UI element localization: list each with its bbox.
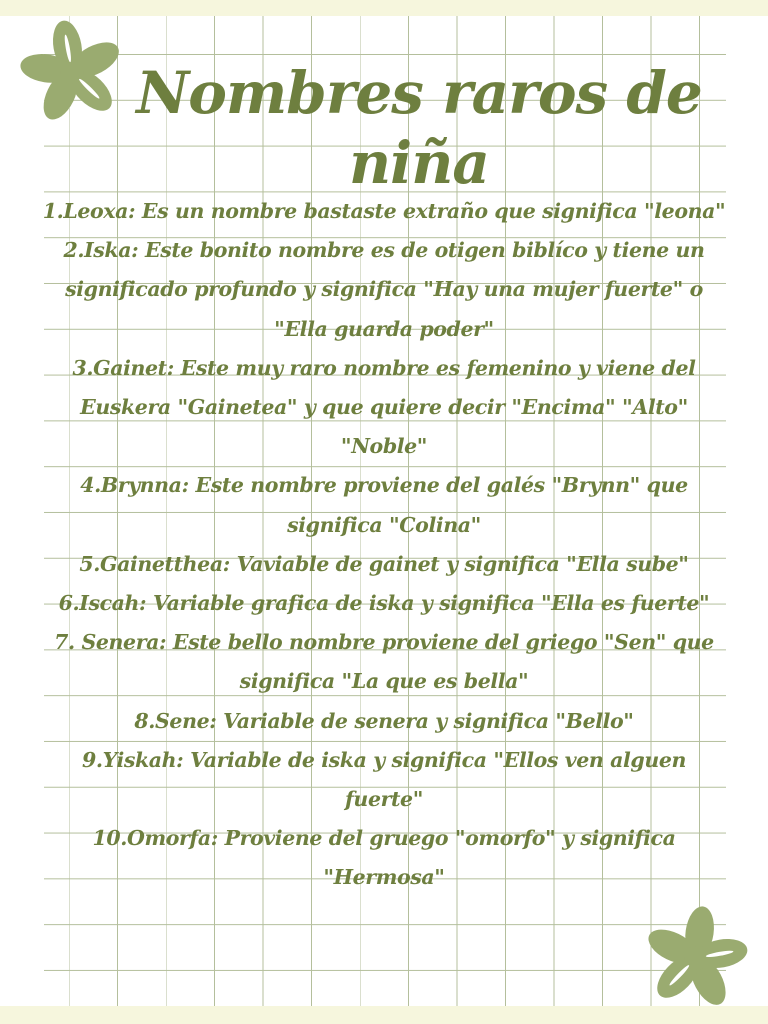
page-title: Nombres raros de niña [136, 59, 702, 197]
flower-icon [640, 900, 752, 1016]
list-item: 4.Brynna: Este nombre proviene del galés "Brynn" que significa "Colina" [80, 473, 688, 537]
list-item: 7. Senera: Este bello nombre proviene del griego "Sen" que significa "La que es bella" [54, 630, 714, 694]
list-item: 2.Iska: Este bonito nombre es de otigen biblíco y tiene un significado profundo y significa "Hay una mujer fuerte" o "Ella guarda poder" [63, 238, 705, 341]
list-item: 5.Gainetthea: Vaviable de gainet y significa "Ella sube" [79, 551, 689, 576]
names-list [40, 192, 728, 898]
list-item: 6.Iscah: Variable grafica de iska y significa "Ella es fuerte" [58, 591, 710, 616]
list-item: 10.Omorfa: Proviene del gruego "omorfo" y significa "Hermosa" [92, 826, 676, 890]
list-item: 8.Sene: Variable de senera y significa "Bello" [134, 708, 634, 733]
list-item: 3.Gainet: Este muy raro nombre es femenino y viene del Euskera "Gainetea" y que quiere decir "Encima" "Alto" "Noble" [72, 355, 696, 459]
list-item: 1.Leoxa: Es un nombre bastaste extraño que significa "leona" [42, 199, 726, 223]
list-item: 9.Yiskah: Variable de iska y significa "Ellos ven alguen fuerte" [81, 747, 687, 812]
